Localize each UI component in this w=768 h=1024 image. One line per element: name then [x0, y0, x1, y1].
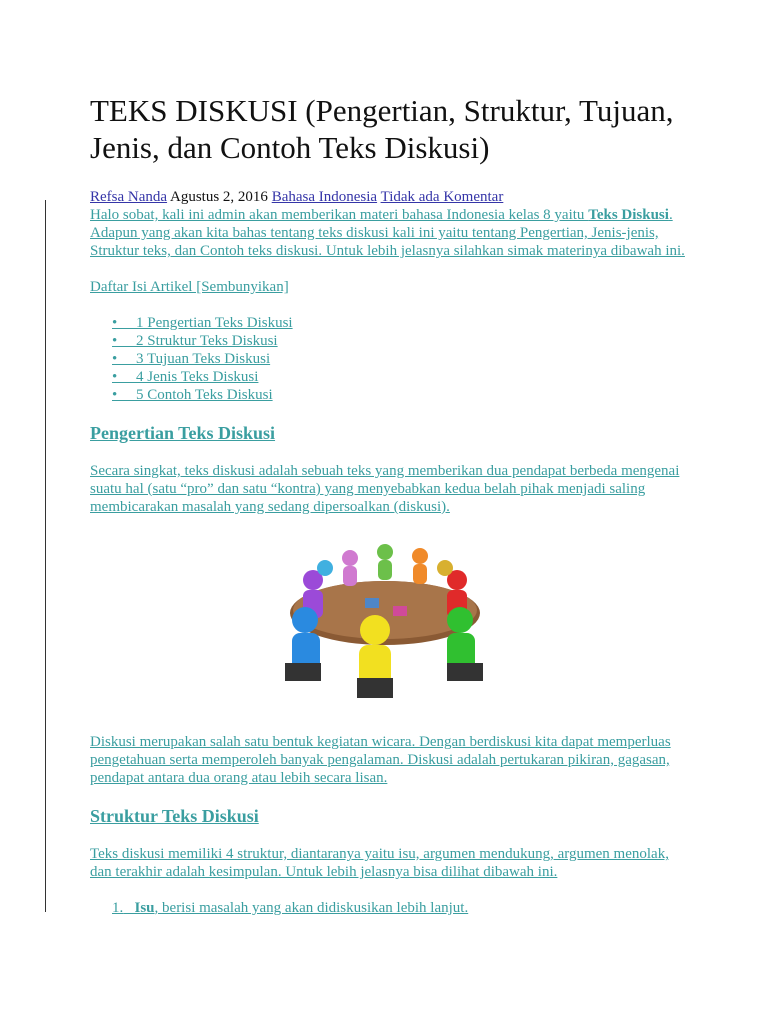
toc-item[interactable]: • 2 Struktur Teks Diskusi: [112, 333, 278, 349]
post-date: Agustus 2, 2016: [170, 189, 268, 205]
figure-people: [285, 544, 483, 698]
section-heading-struktur[interactable]: Struktur Teks Diskusi: [90, 806, 259, 826]
list-item-term: Isu: [134, 900, 155, 916]
intro-text: Halo sobat, kali ini admin akan memberikan materi bahasa Indonesia kelas 8 yaitu: [90, 207, 589, 223]
struktur-list-item[interactable]: [112, 899, 690, 917]
list-item-text: , berisi masalah yang akan didiskusikan lebih lanjut.: [154, 900, 469, 916]
toc-item[interactable]: • 5 Contoh Teks Diskusi: [112, 387, 273, 403]
article-title: TEKS DISKUSI (Pengertian, Struktur, Tujuan, Jenis, dan Contoh Teks Diskusi): [90, 93, 674, 165]
intro-paragraph[interactable]: [90, 206, 690, 260]
intro-bold: Teks Diskusi: [588, 207, 669, 223]
article: [90, 92, 690, 917]
list-number: 1.: [112, 900, 124, 916]
toc-item[interactable]: • 1 Pengertian Teks Diskusi: [112, 315, 293, 331]
intro-text-after: . Adapun yang akan kita bahas tentang teks diskusi kali ini yaitu tentang Pengertian, Jenis-jenis, Struktur teks, dan Contoh teks diskusi. Untuk lebih jelasnya silahkan simak materinya dibawah ini.: [90, 207, 685, 259]
author-link[interactable]: Refsa Nanda: [90, 189, 168, 205]
diskusi-paragraph[interactable]: Diskusi merupakan salah satu bentuk kegiatan wicara. Dengan berdiskusi kita dapat memperluas pengetahuan serta memperoleh banyak pengalaman. Diskusi adalah pertukaran pikiran, gagasan, pendapat antara dua orang atau lebih secara lisan.: [90, 734, 671, 786]
toc-item[interactable]: • 3 Tujuan Teks Diskusi: [112, 351, 271, 367]
toc-list: [112, 314, 690, 404]
toc-title[interactable]: Daftar Isi Artikel [Sembunyikan]: [90, 279, 289, 295]
section-heading-pengertian[interactable]: Pengertian Teks Diskusi: [90, 423, 276, 443]
pengertian-paragraph[interactable]: Secara singkat, teks diskusi adalah sebuah teks yang memberikan dua pendapat berbeda mengenai suatu hal (satu “pro” dan satu “kontra) yang menyebabkan kedua belah pihak menjadi saling membicarakan masalah yang sedang dipersoalkan (diskusi).: [90, 463, 680, 515]
page-margin-line: [45, 200, 46, 912]
category-link[interactable]: Bahasa Indonesia: [271, 189, 378, 205]
comments-link[interactable]: Tidak ada Komentar: [380, 189, 504, 205]
article-meta: [90, 188, 690, 206]
struktur-paragraph[interactable]: Teks diskusi memiliki 4 struktur, diantaranya yaitu isu, argumen mendukung, argumen menolak, dan terakhir adalah kesimpulan. Untuk lebih jelasnya bisa dilihat dibawah ini.: [90, 846, 669, 880]
toc-item[interactable]: • 4 Jenis Teks Diskusi: [112, 369, 259, 385]
discussion-illustration: [265, 538, 505, 713]
